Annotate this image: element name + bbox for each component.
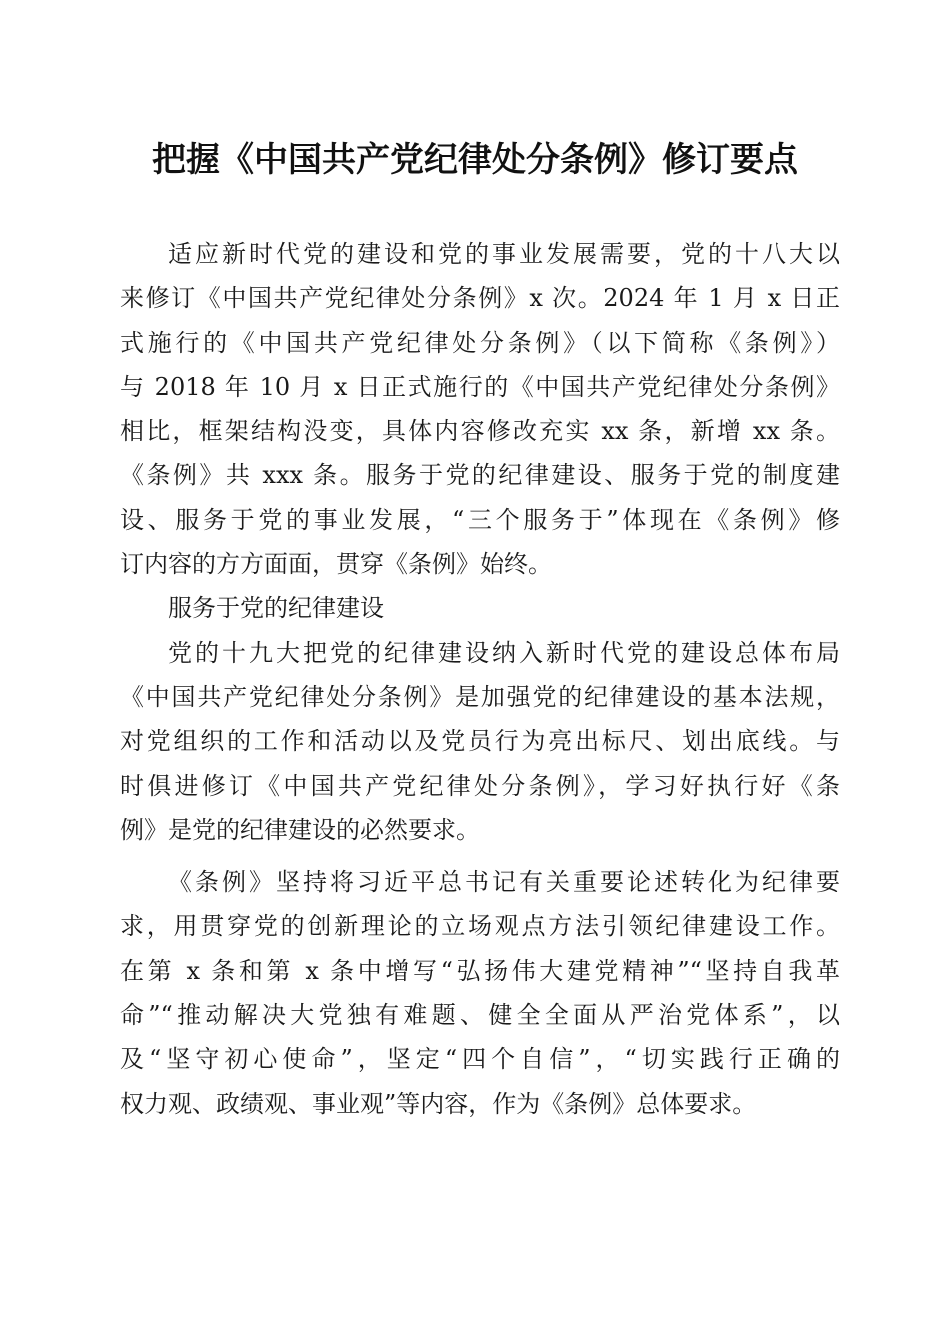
section-heading-text: 服务于党的纪律建设 [168, 594, 384, 623]
text-line: 求，用贯穿党的创新理论的立场观点方法引领纪律建设工作。 [120, 912, 840, 941]
text-line: 相比，框架结构没变，具体内容修改充实 xx 条，新增 xx 条。 [120, 417, 840, 446]
text-line: 与 2018 年 10 月 x 日正式施行的《中国共产党纪律处分条例》 [120, 372, 840, 401]
paragraph-gap [120, 852, 840, 860]
text-line: 及“坚守初心使命”，坚定“四个自信”，“切实践行正确的 [120, 1045, 840, 1074]
paragraph-intro [120, 232, 840, 586]
text-line: 例》是党的纪律建设的必然要求。 [120, 815, 480, 844]
text-line: 命”“推动解决大党独有难题、健全全面从严治党体系”，以 [120, 1001, 840, 1030]
section-heading [120, 586, 840, 630]
text-line: 适应新时代党的建设和党的事业发展需要，党的十八大以 [168, 240, 840, 268]
text-line: 党的十九大把党的纪律建设纳入新时代党的建设总体布局 [168, 638, 840, 667]
text-line: 设、服务于党的事业发展，“三个服务于”体现在《条例》修 [120, 505, 840, 534]
text-line: 在第 x 条和第 x 条中增写“弘扬伟大建党精神”“坚持自我革 [120, 956, 840, 985]
text-line: 《条例》坚持将习近平总书记有关重要论述转化为纪律要 [168, 868, 840, 897]
text-line: 权力观、政绩观、事业观”等内容，作为《条例》总体要求。 [120, 1089, 757, 1118]
text-line: 式施行的《中国共产党纪律处分条例》（以下简称《条例》） [120, 328, 840, 357]
document-body [120, 232, 840, 1126]
paragraph-discipline [120, 631, 840, 852]
text-line: 《中国共产党纪律处分条例》是加强党的纪律建设的基本法规， [120, 682, 840, 711]
paragraph-requirements [120, 860, 840, 1126]
text-line: 时俱进修订《中国共产党纪律处分条例》，学习好执行好《条 [120, 771, 840, 800]
text-line: 《条例》共 xxx 条。服务于党的纪律建设、服务于党的制度建 [120, 461, 840, 490]
text-line: 订内容的方方面面，贯穿《条例》始终。 [120, 550, 552, 579]
text-line: 对党组织的工作和活动以及党员行为亮出标尺、划出底线。与 [120, 727, 840, 756]
document-title: 把握《中国共产党纪律处分条例》修订要点 [152, 140, 798, 180]
text-line: 来修订《中国共产党纪律处分条例》x 次。2024 年 1 月 x 日正 [120, 284, 840, 313]
